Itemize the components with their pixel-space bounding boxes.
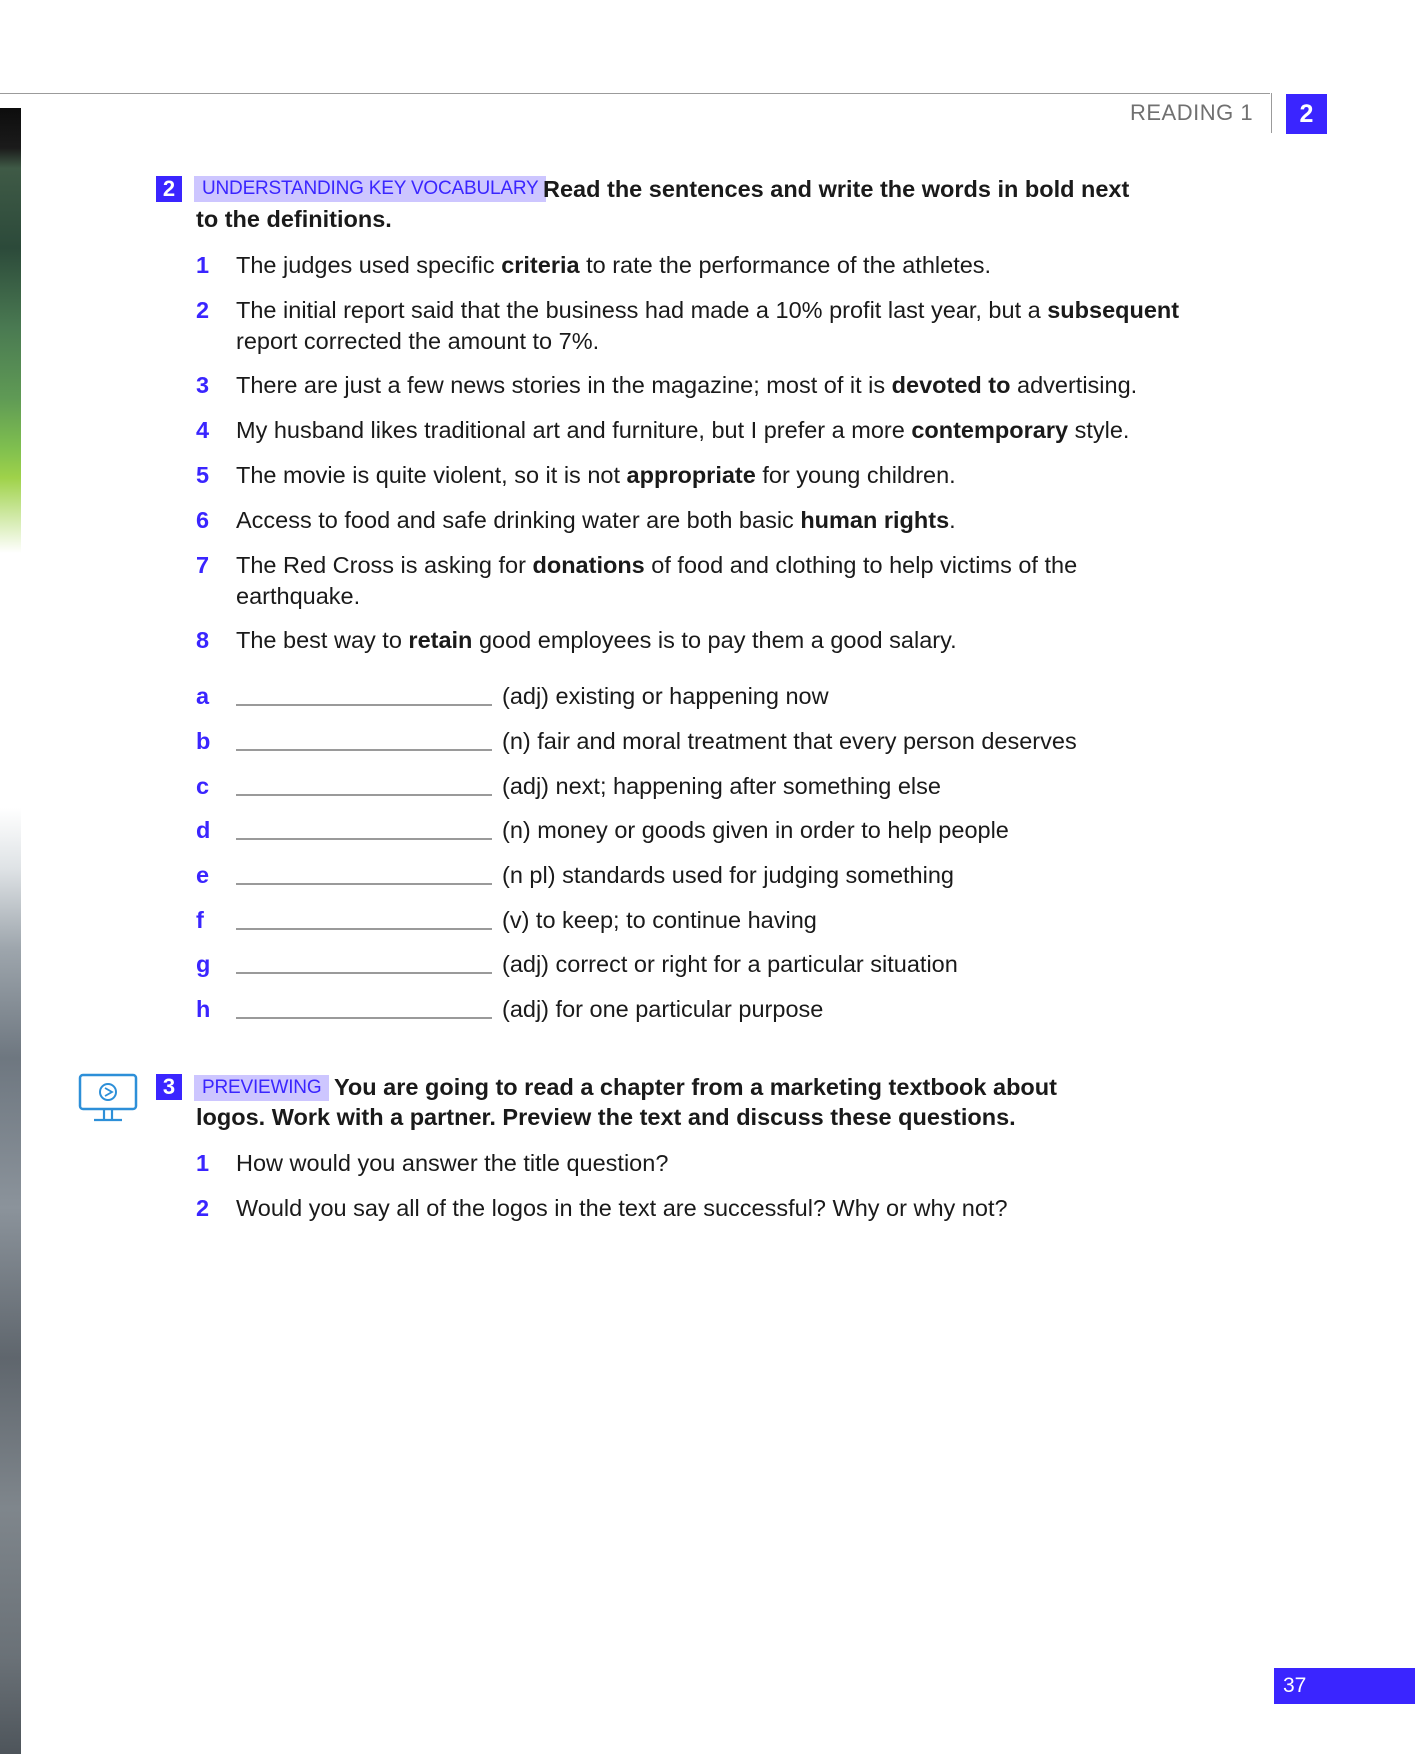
exercise-2-number: 2 bbox=[156, 176, 182, 202]
definition-text: (adj) correct or right for a particular situation bbox=[502, 951, 958, 977]
question-number: 2 bbox=[196, 1195, 210, 1221]
exercise-3-instruction-cont: logos. Work with a partner. Preview the text and discuss these questions. bbox=[196, 1104, 1016, 1130]
definition-row bbox=[196, 994, 1256, 1025]
definition-text: (n) fair and moral treatment that every person deserves bbox=[502, 728, 1077, 754]
definition-row bbox=[196, 905, 1256, 936]
answer-blank[interactable] bbox=[236, 1017, 492, 1019]
exercise-2-instruction-cont: to the definitions. bbox=[196, 206, 392, 232]
exercise-2-instruction: Read the sentences and write the words in bold next bbox=[543, 176, 1130, 202]
definition-letter: f bbox=[196, 907, 204, 933]
sentence-number: 4 bbox=[196, 417, 210, 443]
sentence-number: 3 bbox=[196, 372, 210, 398]
target-word: contemporary bbox=[911, 417, 1069, 443]
question-number: 1 bbox=[196, 1150, 210, 1176]
definition-text: (adj) for one particular purpose bbox=[502, 996, 824, 1022]
header-divider bbox=[1271, 93, 1272, 133]
sentence-number: 2 bbox=[196, 297, 210, 323]
definition-text: (n) money or goods given in order to help people bbox=[502, 817, 1009, 843]
definition-text: (adj) next; happening after something else bbox=[502, 773, 941, 799]
definition-row bbox=[196, 726, 1256, 757]
definition-letter: h bbox=[196, 996, 211, 1022]
question-text: How would you answer the title question? bbox=[236, 1150, 669, 1176]
exercise-3-number: 3 bbox=[156, 1074, 182, 1100]
exercise-2-skill-tag: UNDERSTANDING KEY VOCABULARY bbox=[194, 176, 546, 202]
page-number: 37 bbox=[1274, 1668, 1415, 1704]
definition-letter: a bbox=[196, 683, 210, 709]
answer-blank[interactable] bbox=[236, 972, 492, 974]
target-word: appropriate bbox=[626, 462, 756, 488]
sentence-number: 1 bbox=[196, 252, 210, 278]
definition-letter: e bbox=[196, 862, 210, 888]
definition-letter: b bbox=[196, 728, 211, 754]
target-word: subsequent bbox=[1047, 297, 1180, 323]
exercise-3-instruction: You are going to read a chapter from a marketing textbook about bbox=[334, 1074, 1057, 1100]
target-word: donations bbox=[532, 552, 645, 578]
section-label: READING 1 bbox=[1130, 100, 1254, 125]
target-word: devoted to bbox=[891, 372, 1011, 398]
definition-text: (adj) existing or happening now bbox=[502, 683, 829, 709]
definition-row bbox=[196, 681, 1256, 712]
definition-letter: g bbox=[196, 951, 211, 977]
answer-blank[interactable] bbox=[236, 704, 492, 706]
definition-text: (v) to keep; to continue having bbox=[502, 907, 817, 933]
unit-number-badge: 2 bbox=[1286, 94, 1327, 134]
definition-letter: c bbox=[196, 773, 210, 799]
definition-row bbox=[196, 771, 1256, 802]
header-rule bbox=[0, 93, 1270, 94]
answer-blank[interactable] bbox=[236, 883, 492, 885]
definition-letter: d bbox=[196, 817, 211, 843]
sentence-number: 6 bbox=[196, 507, 210, 533]
definition-row bbox=[196, 815, 1256, 846]
side-photo-strip bbox=[0, 108, 21, 1754]
answer-blank[interactable] bbox=[236, 838, 492, 840]
definition-row bbox=[196, 949, 1256, 980]
definition-row bbox=[196, 860, 1256, 891]
answer-blank[interactable] bbox=[236, 749, 492, 751]
target-word: retain bbox=[408, 627, 473, 653]
sentence-number: 8 bbox=[196, 627, 210, 653]
target-word: human rights bbox=[800, 507, 950, 533]
question-text: Would you say all of the logos in the text are successful? Why or why not? bbox=[236, 1195, 1008, 1221]
monitor-icon[interactable] bbox=[78, 1073, 138, 1125]
definition-text: (n pl) standards used for judging something bbox=[502, 862, 954, 888]
answer-blank[interactable] bbox=[236, 928, 492, 930]
answer-blank[interactable] bbox=[236, 794, 492, 796]
target-word: criteria bbox=[501, 252, 580, 278]
exercise-3-skill-tag: PREVIEWING bbox=[194, 1075, 329, 1101]
sentence-number: 5 bbox=[196, 462, 210, 488]
sentence-number: 7 bbox=[196, 552, 210, 578]
